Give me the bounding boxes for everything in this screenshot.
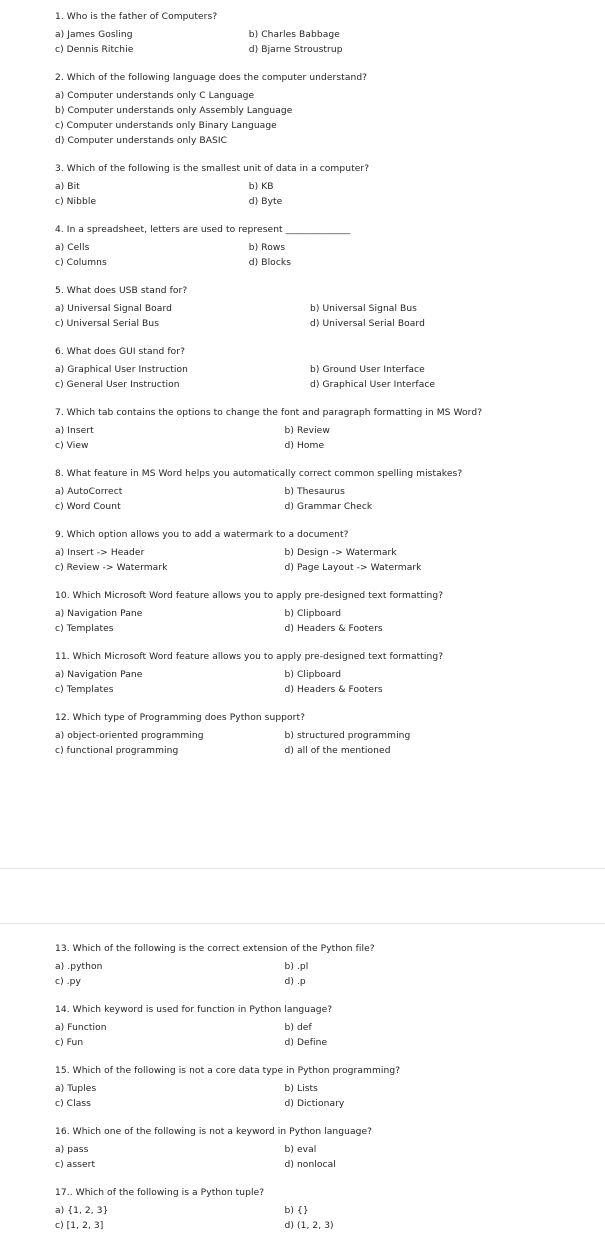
page-break-separator	[0, 868, 605, 924]
question-text: 3. Which of the following is the smallest unit of data in a computer?	[55, 164, 370, 174]
option-b[interactable]: b) Rows	[248, 243, 286, 253]
option-c[interactable]: c) .py	[55, 977, 81, 987]
option-a[interactable]: a) Function	[55, 1023, 107, 1033]
option-d[interactable]: d) (1, 2, 3)	[284, 1221, 334, 1231]
option-d[interactable]: d) Dictionary	[284, 1099, 345, 1109]
option-a[interactable]: a) Tuples	[55, 1084, 97, 1094]
option-row	[55, 363, 565, 377]
option-d[interactable]: d) Home	[284, 441, 325, 451]
option-a[interactable]: a) AutoCorrect	[55, 487, 123, 497]
question-item	[55, 1003, 565, 1050]
option-row	[55, 960, 565, 974]
question-text: 16. Which one of the following is not a keyword in Python language?	[55, 1127, 373, 1137]
question-item	[55, 71, 565, 148]
document-page-2	[0, 924, 605, 1233]
option-c[interactable]: c) General User Instruction	[55, 380, 180, 390]
option-row	[55, 1158, 565, 1172]
option-row	[55, 1097, 565, 1111]
option-row	[55, 378, 565, 392]
question-item	[55, 1186, 565, 1233]
option-c[interactable]: c) Universal Serial Bus	[55, 319, 160, 329]
option-d[interactable]: d) Byte	[248, 197, 283, 207]
question-item	[55, 1125, 565, 1172]
option-b[interactable]: b) {}	[284, 1206, 309, 1216]
option-row	[55, 1219, 565, 1233]
option-a[interactable]: a) Graphical User Instruction	[55, 365, 189, 375]
question-text: 9. Which option allows you to add a watermark to a document?	[55, 530, 349, 540]
question-item	[55, 1064, 565, 1111]
option-row	[55, 134, 565, 148]
question-text: 5. What does USB stand for?	[55, 286, 188, 296]
option-row	[55, 729, 565, 743]
option-row	[55, 1036, 565, 1050]
question-item	[55, 711, 565, 758]
question-item	[55, 345, 565, 392]
option-b[interactable]: b) eval	[284, 1145, 317, 1155]
question-item	[55, 650, 565, 697]
question-text: 11. Which Microsoft Word feature allows you to apply pre-designed text formatting?	[55, 652, 444, 662]
option-c[interactable]: c) Columns	[55, 258, 107, 268]
option-b[interactable]: b) Design -> Watermark	[284, 548, 397, 558]
option-a[interactable]: a) Computer understands only C Language	[55, 91, 255, 101]
option-c[interactable]: c) Dennis Ritchie	[55, 45, 134, 55]
option-b[interactable]: b) Clipboard	[284, 609, 342, 619]
option-c[interactable]: c) View	[55, 441, 89, 451]
question-item	[55, 223, 565, 270]
option-c[interactable]: c) Templates	[55, 685, 114, 695]
option-b[interactable]: b) Thesaurus	[284, 487, 345, 497]
option-b[interactable]: b) Lists	[284, 1084, 318, 1094]
option-c[interactable]: c) Word Count	[55, 502, 121, 512]
option-row	[55, 668, 565, 682]
question-text: 8. What feature in MS Word helps you automatically correct common spelling mistakes?	[55, 469, 463, 479]
option-b[interactable]: b) structured programming	[284, 731, 411, 741]
option-d[interactable]: d) all of the mentioned	[284, 746, 391, 756]
question-text: 2. Which of the following language does the computer understand?	[55, 73, 368, 83]
option-b[interactable]: b) KB	[248, 182, 274, 192]
option-b[interactable]: b) Review	[284, 426, 330, 436]
question-text: 10. Which Microsoft Word feature allows you to apply pre-designed text formatting?	[55, 591, 444, 601]
option-row	[55, 302, 565, 316]
question-text: 15. Which of the following is not a core data type in Python programming?	[55, 1066, 401, 1076]
question-item	[55, 162, 565, 209]
option-d[interactable]: d) Define	[284, 1038, 328, 1048]
option-d[interactable]: d) Page Layout -> Watermark	[284, 563, 422, 573]
question-text: 6. What does GUI stand for?	[55, 347, 185, 357]
option-d[interactable]: d) Universal Serial Board	[310, 319, 425, 329]
option-row	[55, 975, 565, 989]
option-c[interactable]: c) Class	[55, 1099, 92, 1109]
option-d[interactable]: d) Computer understands only BASIC	[55, 136, 228, 146]
option-row	[55, 607, 565, 621]
option-a[interactable]: a) James Gosling	[55, 30, 133, 40]
option-c[interactable]: c) Nibble	[55, 197, 97, 207]
option-row	[55, 485, 565, 499]
option-row	[55, 89, 565, 103]
option-d[interactable]: d) Bjarne Stroustrup	[248, 45, 343, 55]
option-row	[55, 1143, 565, 1157]
option-row	[55, 317, 565, 331]
option-d[interactable]: d) .p	[284, 977, 306, 987]
option-b[interactable]: b) Clipboard	[284, 670, 342, 680]
option-a[interactable]: a) object-oriented programming	[55, 731, 204, 741]
question-text: 17.. Which of the following is a Python tuple?	[55, 1188, 265, 1198]
option-c[interactable]: c) Computer understands only Binary Language	[55, 121, 277, 131]
question-item	[55, 284, 565, 331]
option-row	[55, 561, 565, 575]
option-d[interactable]: d) Headers & Footers	[284, 685, 383, 695]
option-b[interactable]: b) Universal Signal Bus	[310, 304, 418, 314]
option-row	[55, 119, 565, 133]
question-item	[55, 467, 565, 514]
option-a[interactable]: a) Insert	[55, 426, 94, 436]
question-text: 14. Which keyword is used for function in Python language?	[55, 1005, 333, 1015]
option-row	[55, 256, 565, 270]
option-row	[55, 104, 565, 118]
option-row	[55, 439, 565, 453]
question-text: 13. Which of the following is the correct extension of the Python file?	[55, 944, 375, 954]
option-row	[55, 28, 565, 42]
option-row	[55, 744, 565, 758]
question-text: 4. In a spreadsheet, letters are used to represent ______________	[55, 225, 351, 235]
option-row	[55, 180, 565, 194]
option-b[interactable]: b) Ground User Interface	[310, 365, 425, 375]
option-row	[55, 241, 565, 255]
question-text: 7. Which tab contains the options to change the font and paragraph formatting in MS Word?	[55, 408, 483, 418]
option-c[interactable]: c) functional programming	[55, 746, 179, 756]
option-row	[55, 424, 565, 438]
option-a[interactable]: a) Universal Signal Board	[55, 304, 172, 314]
option-c[interactable]: c) Fun	[55, 1038, 84, 1048]
option-c[interactable]: c) assert	[55, 1160, 96, 1170]
option-row	[55, 546, 565, 560]
option-row	[55, 1204, 565, 1218]
option-row	[55, 43, 565, 57]
option-c[interactable]: c) Review -> Watermark	[55, 563, 168, 573]
option-b[interactable]: b) def	[284, 1023, 312, 1033]
question-item	[55, 589, 565, 636]
option-row	[55, 1082, 565, 1096]
option-a[interactable]: a) Navigation Pane	[55, 670, 143, 680]
option-d[interactable]: d) Blocks	[248, 258, 292, 268]
option-b[interactable]: b) Charles Babbage	[248, 30, 340, 40]
question-item	[55, 406, 565, 453]
option-b[interactable]: b) .pl	[284, 962, 309, 972]
option-c[interactable]: c) Templates	[55, 624, 114, 634]
option-d[interactable]: d) nonlocal	[284, 1160, 336, 1170]
option-row	[55, 195, 565, 209]
option-d[interactable]: d) Graphical User Interface	[310, 380, 436, 390]
option-row	[55, 622, 565, 636]
question-item	[55, 528, 565, 575]
option-a[interactable]: a) pass	[55, 1145, 89, 1155]
option-d[interactable]: d) Grammar Check	[284, 502, 373, 512]
question-text: 12. Which type of Programming does Python support?	[55, 713, 306, 723]
option-row	[55, 1021, 565, 1035]
question-text: 1. Who is the father of Computers?	[55, 12, 218, 22]
question-item	[55, 942, 565, 989]
option-a[interactable]: a) Insert -> Header	[55, 548, 145, 558]
option-a[interactable]: a) .python	[55, 962, 103, 972]
option-row	[55, 683, 565, 697]
option-a[interactable]: a) Navigation Pane	[55, 609, 143, 619]
option-row	[55, 500, 565, 514]
option-d[interactable]: d) Headers & Footers	[284, 624, 383, 634]
page-bottom-spacer	[55, 772, 565, 858]
question-item	[55, 10, 565, 57]
option-a[interactable]: a) Cells	[55, 243, 90, 253]
option-b[interactable]: b) Computer understands only Assembly Language	[55, 106, 293, 116]
option-a[interactable]: a) {1, 2, 3}	[55, 1206, 109, 1216]
option-a[interactable]: a) Bit	[55, 182, 80, 192]
option-c[interactable]: c) [1, 2, 3]	[55, 1221, 104, 1231]
